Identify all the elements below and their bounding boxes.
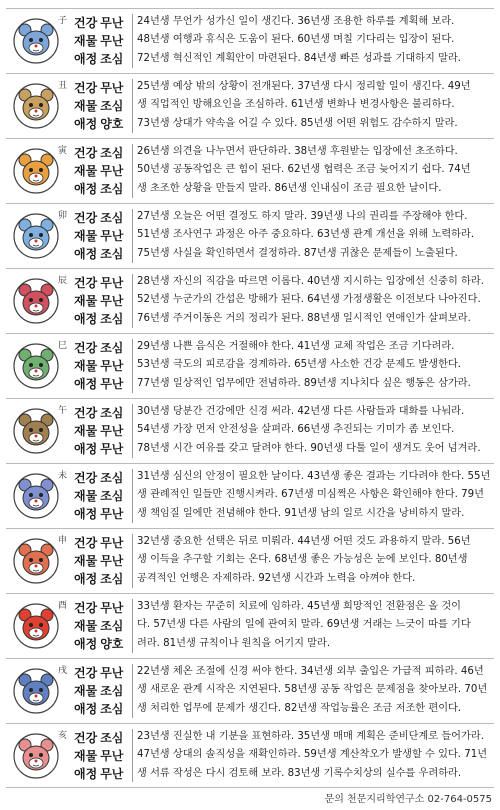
fortune-categories [74,79,128,133]
category-label: 재물 [74,99,98,113]
fortune-text [137,13,492,68]
category-label: 건강 [74,146,98,160]
fortune-line: 생 서류 작성은 다시 검토해 보라. 83년생 기록수치상의 실수를 우려하라. [137,767,462,779]
fortune-category [74,440,128,458]
fortune-category [74,469,128,487]
column-divider [132,144,133,198]
category-value: 조심 [100,146,124,160]
category-value: 무난 [100,359,124,373]
column-divider [132,404,133,458]
monkey-icon [12,537,60,585]
category-value: 무난 [100,294,124,308]
fortune-category [74,682,128,700]
column-divider [132,79,133,133]
horse-icon [12,407,60,455]
horoscope-row [6,268,494,333]
category-label: 재물 [74,489,98,503]
column-divider [132,729,133,782]
zodiac-char: 丑 [58,81,68,91]
fortune-line: 25년생 예상 밖의 상황이 전개된다. 37년생 다시 정리할 일이 생긴다. 49년 [137,81,471,92]
rabbit-icon [12,212,60,260]
snake-icon [12,342,60,390]
fortune-categories [74,534,128,588]
fortune-line: 75년생 사실을 확인하면서 결정하라. 87년생 귀찮은 문제들이 노출된다. [137,247,458,259]
fortune-category [74,50,128,68]
fortune-line: 29년생 나쁜 음식은 거절해야 한다. 41년생 교체 작업은 조금 기다려라. [137,341,455,352]
fortune-line: 73년생 상대가 약속을 어길 수 있다. 85년생 어떤 위험도 감수하지 말라. [137,117,458,129]
fortune-category [74,617,128,635]
horoscope-row [6,138,494,203]
category-value: 양호 [100,637,124,651]
fortune-line: 23년생 진실한 내 기분을 표현하라. 35년생 매매 계획은 준비단계로 들어가라. [137,731,484,742]
fortune-category [74,375,128,393]
category-value: 무난 [100,229,124,243]
category-label: 건강 [74,406,98,420]
category-label: 애정 [74,442,98,456]
fortune-categories [74,469,128,523]
fortune-line: 22년생 체온 조절에 신경 써야 한다. 34년생 외부 출입은 가급적 피하라. 46년 [137,666,484,677]
fortune-line: 76년생 주거이동은 거의 정리가 된다. 88년생 일시적인 연애인가 살펴보라. [137,312,471,324]
fortune-line: 53년생 극도의 피로감을 경계하라. 65년생 사소한 건강 문제도 발생한다. [137,359,462,371]
category-value: 조심 [100,182,124,196]
horoscope-row [6,593,494,658]
category-value: 무난 [100,424,124,438]
category-label: 재물 [74,619,98,633]
column-divider [132,14,133,68]
fortune-line: 78년생 시간 여유를 갖고 달려야 한다. 90년생 다툴 일이 생겨도 웃어 넘겨라. [137,442,481,454]
fortune-text [137,208,492,263]
category-value: 조심 [100,572,124,586]
tiger-icon [12,147,60,195]
fortune-category [74,79,128,97]
category-label: 건강 [74,666,98,680]
horoscope-row [6,333,494,398]
category-value: 무난 [100,749,124,763]
rat-icon [12,17,60,65]
category-label: 건강 [74,211,98,225]
category-label: 애정 [74,312,98,326]
category-value: 무난 [100,601,124,615]
category-label: 재물 [74,749,98,763]
column-divider [132,209,133,263]
fortune-line: 52년생 누군가의 간섭은 방해가 된다. 64년생 가정생활은 이전보다 나아진다. [137,294,481,306]
fortune-text [137,403,492,458]
fortune-line: 24년생 무언가 성가신 일이 생긴다. 36년생 조용한 하루를 계획해 보라. [137,16,455,27]
category-label: 애정 [74,637,98,651]
fortune-line: 려라. 81년생 규칙이나 원칙을 어기지 말라. [137,637,331,649]
fortune-category [74,227,128,245]
category-value: 무난 [100,34,124,48]
category-label: 재물 [74,424,98,438]
category-label: 재물 [74,229,98,243]
category-label: 재물 [74,164,98,178]
category-value: 조심 [100,211,124,225]
pig-icon [12,732,60,780]
horoscope-row [6,658,494,723]
fortune-line: 31년생 심신의 안정이 필요한 날이다. 43년생 좋은 결과는 기다려야 한다. 55년 [137,471,491,482]
category-label: 애정 [74,52,98,66]
zodiac-char: 卯 [58,211,68,221]
fortune-line: 생 직업적인 방해요인을 조심하라. 61년생 변화나 변경사항은 불리하다. [137,99,455,111]
category-label: 건강 [74,16,98,30]
fortune-line: 72년생 혁신적인 계획안이 마련된다. 84년생 빠른 성과를 기대하지 말라. [137,52,462,64]
fortune-categories [74,14,128,68]
fortune-line: 다. 57년생 다른 사람의 일에 관여치 말라. 69년생 거래는 느긋이 따를 기다 [137,619,471,631]
contact-footer: 문의 천문지리학연구소 02-764-0575 [324,794,492,805]
fortune-categories [74,404,128,458]
category-value: 조심 [100,247,124,261]
fortune-categories [74,599,128,653]
fortune-line: 30년생 당분간 건강에만 신경 써라. 42년생 다른 사람들과 대화를 나눠라. [137,406,465,417]
column-divider [132,534,133,588]
fortune-category [74,357,128,375]
category-label: 건강 [74,471,98,485]
fortune-categories [74,144,128,198]
category-value: 조심 [100,731,124,745]
fortune-category [74,552,128,570]
fortune-categories [74,274,128,328]
fortune-categories [74,664,128,718]
fortune-line: 28년생 자신의 직감을 따르면 이롭다. 40년생 지시하는 입장에선 신중히 하라. [137,276,484,287]
category-value: 무난 [100,554,124,568]
column-divider [132,664,133,718]
category-value: 조심 [100,471,124,485]
category-value: 조심 [100,619,124,633]
fortune-line: 생 이득을 추구할 기회는 온다. 68년생 좋은 가능성은 눈에 보인다. 80년생 [137,554,468,566]
fortune-category [74,534,128,552]
rooster-icon [12,602,60,650]
category-label: 애정 [74,247,98,261]
category-value: 무난 [100,16,124,30]
fortune-category [74,635,128,653]
fortune-line: 32년생 중요한 선택은 뒤로 미뤄라. 44년생 어떤 것도 과용하지 말라. 56년 [137,536,471,547]
category-label: 애정 [74,702,98,716]
fortune-category [74,747,128,765]
fortune-line: 공격적인 언행은 자제하라. 92년생 시간과 노력을 아껴야 한다. [137,572,416,584]
category-value: 조심 [100,406,124,420]
fortune-category [74,32,128,50]
fortune-category [74,274,128,292]
category-label: 건강 [74,536,98,550]
fortune-categories [74,209,128,263]
horoscope-row [6,463,494,528]
fortune-category [74,599,128,617]
fortune-text [137,338,492,393]
horoscope-row [6,723,494,788]
column-divider [132,339,133,393]
fortune-text [137,533,492,588]
column-divider [132,274,133,328]
zodiac-char: 酉 [58,601,68,611]
zodiac-char: 申 [58,536,68,546]
fortune-category [74,505,128,523]
category-label: 애정 [74,117,98,131]
fortune-line: 26년생 의견을 나누면서 판단하라. 38년생 후원받는 입장에선 초조하다. [137,146,458,157]
category-label: 건강 [74,601,98,615]
fortune-category [74,115,128,133]
fortune-category [74,162,128,180]
fortune-line: 77년생 일상적인 업무에만 전념하라. 89년생 지나치다 싶은 행동은 삼가라. [137,377,471,389]
zodiac-char: 辰 [58,276,68,286]
fortune-text [137,78,492,133]
zodiac-char: 子 [58,16,68,26]
category-value: 조심 [100,341,124,355]
fortune-category [74,245,128,263]
fortune-category [74,180,128,198]
category-label: 재물 [74,34,98,48]
category-label: 재물 [74,684,98,698]
fortune-line: 33년생 환자는 꾸준히 치료에 임하라. 45년생 희망적인 전환점은 올 것이 [137,601,462,612]
category-value: 무난 [100,276,124,290]
category-value: 무난 [100,767,124,781]
category-label: 재물 [74,294,98,308]
horoscope-row [6,398,494,463]
fortune-line: 생 초조한 상황을 만들지 말라. 86년생 인내심이 조금 필요한 날이다. [137,182,442,194]
fortune-category [74,700,128,718]
horoscope-row [6,73,494,138]
fortune-text [137,728,492,783]
category-label: 애정 [74,767,98,781]
fortune-category [74,765,128,783]
fortune-categories [74,729,128,783]
zodiac-char: 午 [58,406,68,416]
fortune-category [74,422,128,440]
fortune-category [74,664,128,682]
category-value: 무난 [100,164,124,178]
category-value: 양호 [100,117,124,131]
category-label: 애정 [74,572,98,586]
column-divider [132,469,133,523]
horoscope-table [6,8,494,788]
category-label: 애정 [74,507,98,521]
zodiac-char: 未 [58,471,68,481]
category-value: 무난 [100,536,124,550]
zodiac-char: 亥 [58,731,68,741]
fortune-category [74,144,128,162]
category-value: 조심 [100,99,124,113]
sheep-icon [12,472,60,520]
fortune-line: 54년생 가장 먼저 안전성을 살펴라. 66년생 추진되는 기미가 좀 보인다. [137,424,455,436]
fortune-category [74,14,128,32]
category-label: 재물 [74,359,98,373]
category-value: 조심 [100,312,124,326]
category-label: 재물 [74,554,98,568]
category-value: 조심 [100,52,124,66]
fortune-line: 27년생 오늘은 어떤 결정도 하지 말라. 39년생 나의 권리를 주장해야 한다. [137,211,468,222]
fortune-category [74,570,128,588]
category-label: 건강 [74,731,98,745]
fortune-categories [74,339,128,393]
fortune-category [74,97,128,115]
fortune-line: 47년생 상대의 솔직성을 재확인하라. 59년생 계산착오가 발생할 수 있다. 71년 [137,749,488,761]
category-label: 애정 [74,377,98,391]
horoscope-row [6,203,494,268]
fortune-line: 51년생 조사연구 과정은 아주 중요하다. 63년생 관계 개선을 위해 노력하라. [137,229,475,241]
fortune-line: 생 책임질 일에만 전념해야 한다. 91년생 남의 일로 시간을 낭비하지 말라. [137,507,465,519]
fortune-category [74,339,128,357]
fortune-text [137,143,492,198]
fortune-text [137,663,492,718]
ox-icon [12,82,60,130]
horoscope-row [6,528,494,593]
column-divider [132,599,133,653]
zodiac-char: 戌 [58,666,68,676]
fortune-category [74,292,128,310]
category-label: 건강 [74,81,98,95]
category-value: 무난 [100,81,124,95]
category-value: 조심 [100,702,124,716]
category-label: 건강 [74,276,98,290]
fortune-text [137,468,492,523]
fortune-category [74,310,128,328]
fortune-line: 생 처리한 업무에 문제가 생긴다. 82년생 작업능률은 조금 저조한 편이다. [137,702,462,714]
fortune-line: 48년생 여행과 휴식은 도움이 된다. 60년생 며칠 기다리는 입장이 된다. [137,34,455,46]
category-value: 무난 [100,666,124,680]
fortune-category [74,729,128,747]
zodiac-char: 巳 [58,341,68,351]
fortune-category [74,209,128,227]
category-value: 무난 [100,377,124,391]
fortune-category [74,487,128,505]
fortune-category [74,404,128,422]
category-label: 애정 [74,182,98,196]
dragon-icon [12,277,60,325]
fortune-line: 생 관례적인 일들만 진행시켜라. 67년생 미심쩍은 사항은 확인해야 한다. 79년 [137,489,484,501]
category-value: 무난 [100,507,124,521]
category-label: 건강 [74,341,98,355]
horoscope-row [6,8,494,73]
zodiac-char: 寅 [58,146,68,156]
fortune-line: 50년생 공동작업은 큰 힘이 된다. 62년생 협력은 조금 늦어지기 쉽다. 74년 [137,164,471,176]
category-value: 조심 [100,489,124,503]
fortune-text [137,598,492,653]
category-value: 무난 [100,442,124,456]
category-value: 조심 [100,684,124,698]
fortune-text [137,273,492,328]
fortune-line: 생 새로운 관계 시작은 지연된다. 58년생 공동 작업은 문제점을 찾아보라. 70년 [137,684,488,696]
dog-icon [12,667,60,715]
